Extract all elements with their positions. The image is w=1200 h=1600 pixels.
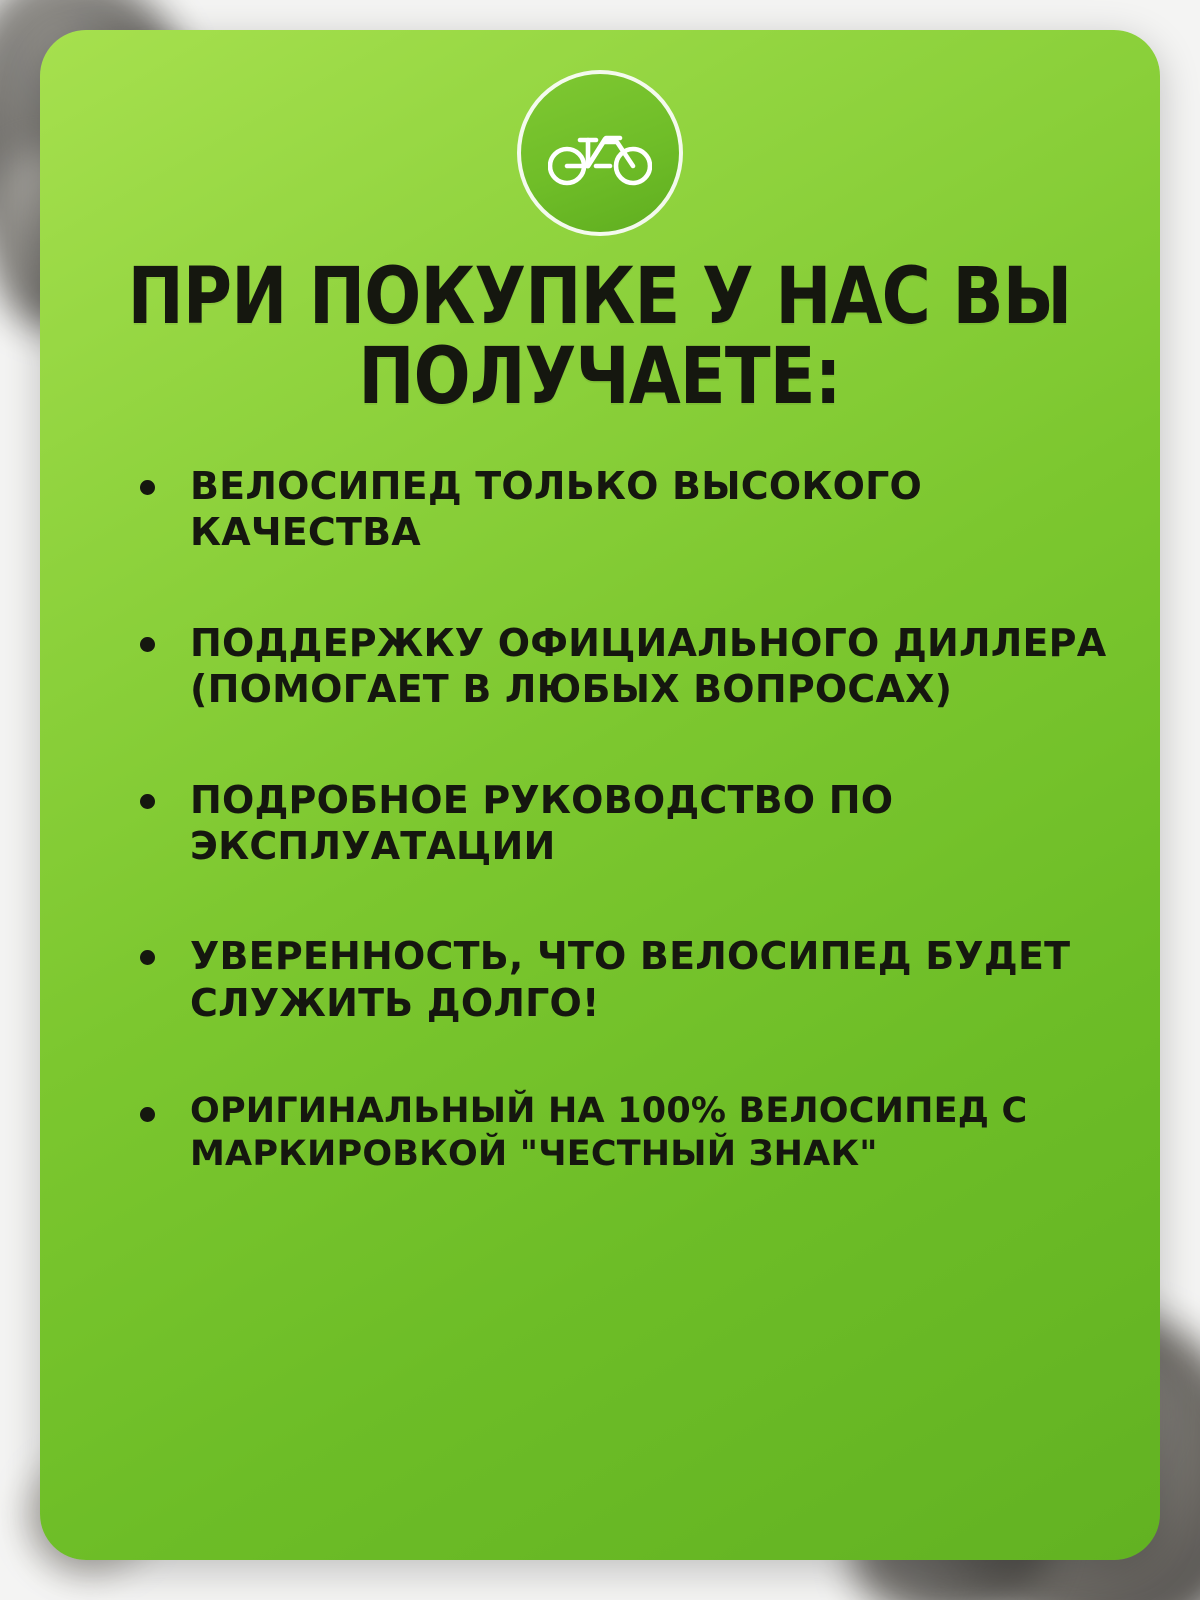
list-item: ОРИГИНАЛЬНЫЙ НА 100% ВЕЛОСИПЕД С МАРКИРОВКОЙ "ЧЕСТНЫЙ ЗНАК" <box>132 1090 1110 1175</box>
list-item: ВЕЛОСИПЕД ТОЛЬКО ВЫСОКОГО КАЧЕСТВА <box>132 463 1110 556</box>
promo-card <box>40 30 1160 1560</box>
bicycle-icon <box>548 120 652 186</box>
list-item: УВЕРЕННОСТЬ, ЧТО ВЕЛОСИПЕД БУДЕТ СЛУЖИТЬ ДОЛГО! <box>132 933 1110 1026</box>
bicycle-logo-badge <box>517 70 683 236</box>
page-title: ПРИ ПОКУПКЕ У НАС ВЫ ПОЛУЧАЕТЕ: <box>128 252 1072 422</box>
list-item: ПОДРОБНОЕ РУКОВОДСТВО ПО ЭКСПЛУАТАЦИИ <box>132 777 1110 870</box>
list-item: ПОДДЕРЖКУ ОФИЦИАЛЬНОГО ДИЛЛЕРА (ПОМОГАЕТ В ЛЮБЫХ ВОПРОСАХ) <box>132 620 1110 713</box>
benefits-list <box>84 463 1116 1175</box>
